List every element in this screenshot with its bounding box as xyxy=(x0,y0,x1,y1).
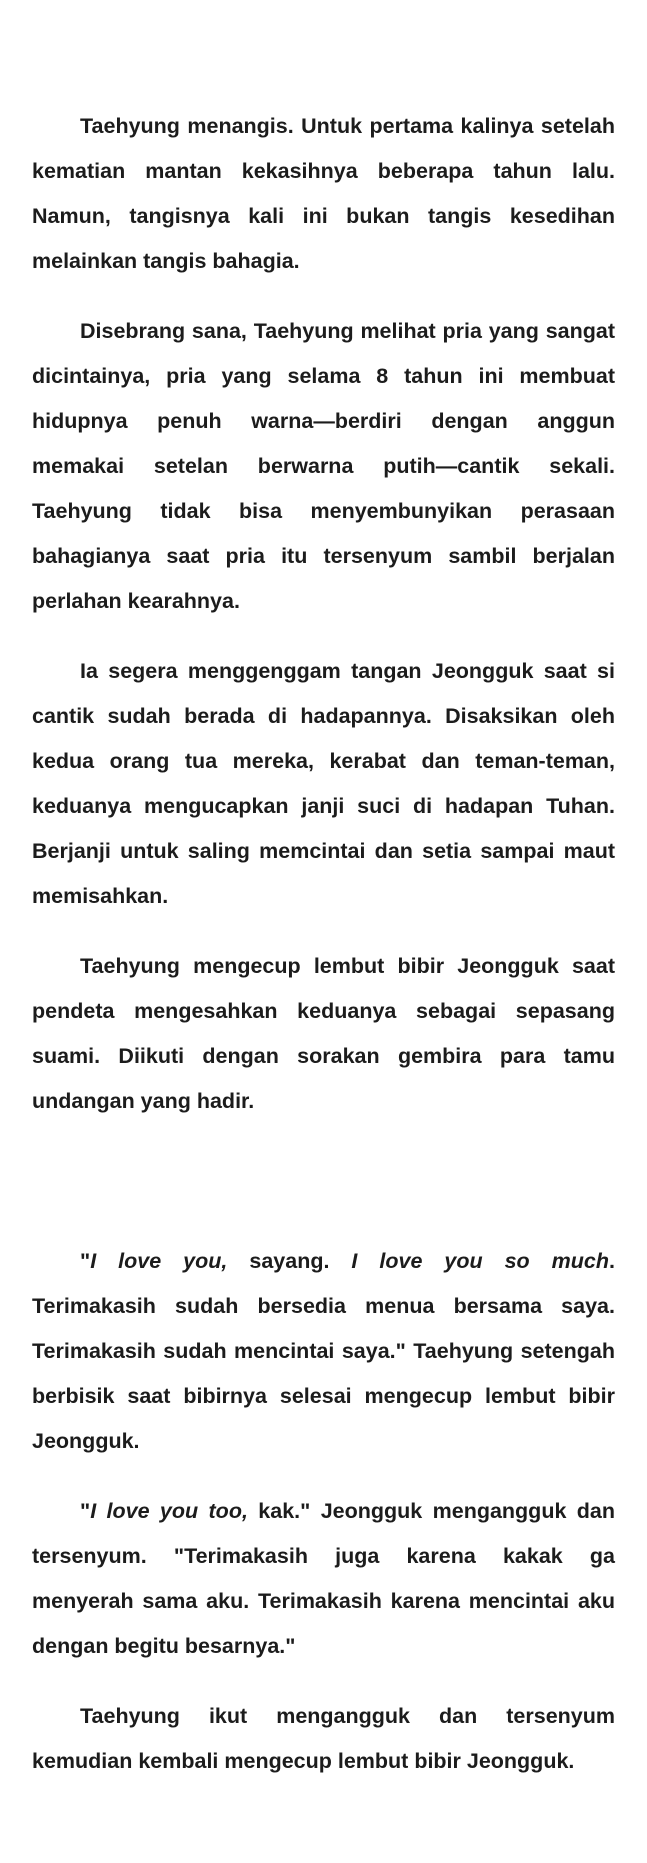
paragraph-text: Taehyung mengecup lembut bibir Jeongguk saat pendeta mengesahkan keduanya sebagai sepasang suami. Diikuti dengan sorakan gembira para tamu undangan yang hadir. xyxy=(32,954,615,1113)
paragraph-text: Disebrang sana, Taehyung melihat pria yang sangat dicintainya, pria yang selama 8 tahun ini membuat hidupnya penuh warna—berdiri dengan anggun memakai setelan berwarna putih—cantik sekali. Taehyung tidak bisa menyembunyikan perasaan bahagianya saat pria itu tersenyum sambil berjalan perlahan kearahnya. xyxy=(32,319,615,613)
paragraph-text: " xyxy=(80,1249,91,1273)
story-paragraph xyxy=(32,944,615,1124)
paragraph-text: . Terimakasih sudah bersedia menua bersama saya. Terimakasih sudah mencintai saya." Taehyung setengah berbisik saat bibirnya selesai mengecup lembut bibir Jeongguk. xyxy=(32,1249,616,1453)
story-paragraph xyxy=(32,309,615,624)
paragraph-text: Taehyung ikut mengangguk dan tersenyum kemudian kembali mengecup lembut bibir Jeongguk. xyxy=(32,1704,615,1773)
story-paragraph xyxy=(32,1694,615,1784)
paragraph-text: sayang. xyxy=(227,1249,352,1273)
italic-phrase: I love you so much xyxy=(351,1249,610,1273)
paragraph-text: kak." Jeongguk mengangguk dan tersenyum. "Terimakasih juga karena kakak ga menyerah sama aku. Terimakasih karena mencintai aku dengan begitu besarnya." xyxy=(32,1499,615,1658)
paragraph-text: Ia segera menggenggam tangan Jeongguk saat si cantik sudah berada di hadapannya. Disaksikan oleh kedua orang tua mereka, kerabat dan teman-teman, keduanya mengucapkan janji suci di hadapan Tuhan. Berjanji untuk saling memcintai dan setia sampai maut memisahkan. xyxy=(32,659,615,908)
story-paragraph xyxy=(32,1489,615,1669)
story-page xyxy=(32,104,615,1784)
story-paragraph xyxy=(32,1239,615,1464)
paragraph-text: " xyxy=(80,1499,91,1523)
story-paragraph xyxy=(32,649,615,919)
italic-phrase: I love you too, xyxy=(90,1499,248,1523)
italic-phrase: I love you, xyxy=(90,1249,228,1273)
story-paragraph xyxy=(32,104,615,284)
paragraph-text: Taehyung menangis. Untuk pertama kalinya setelah kematian mantan kekasihnya beberapa tahun lalu. Namun, tangisnya kali ini bukan tangis kesedihan melainkan tangis bahagia. xyxy=(32,114,615,273)
